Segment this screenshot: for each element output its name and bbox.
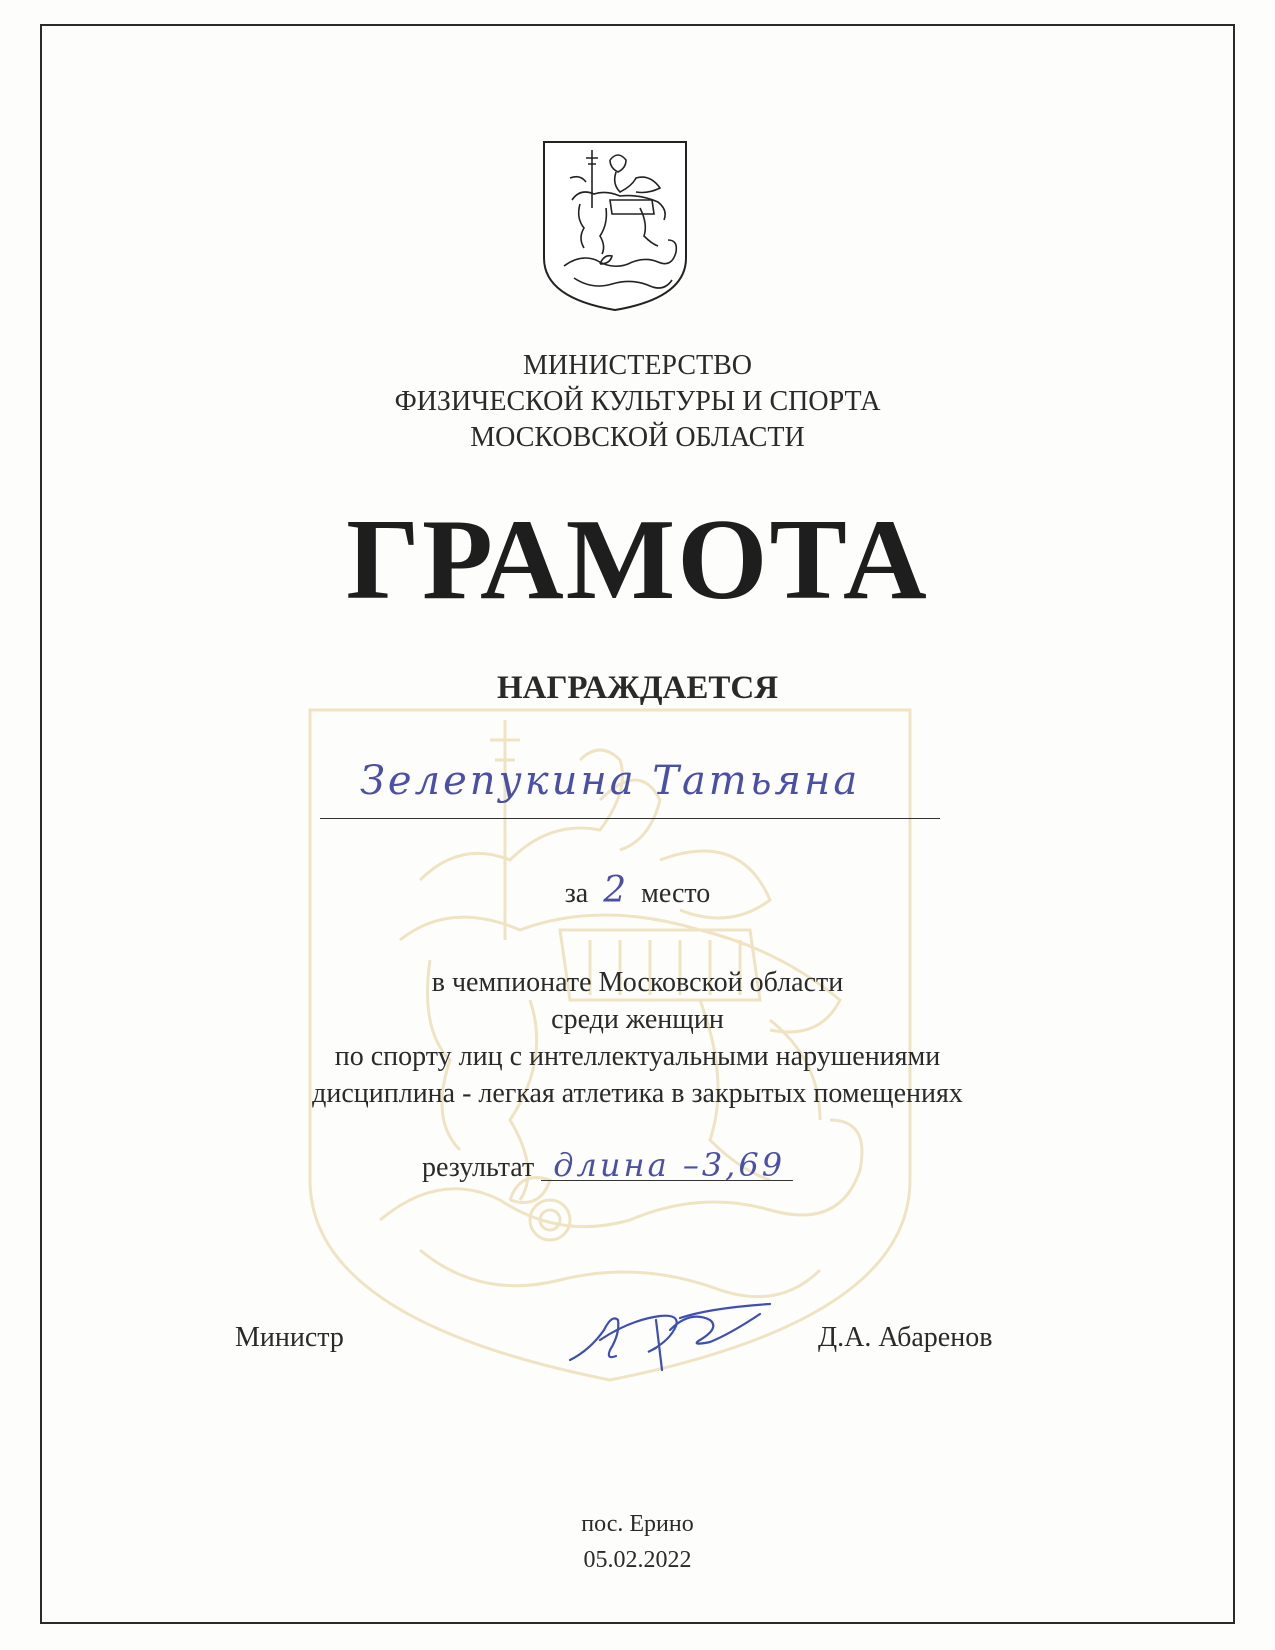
ministry-line: ФИЗИЧЕСКОЙ КУЛЬТУРЫ И СПОРТА bbox=[394, 386, 881, 417]
place-value: 2 bbox=[603, 870, 627, 911]
place-prefix: за bbox=[564, 878, 589, 909]
ministry-header bbox=[0, 348, 1275, 456]
description-line: по спорту лиц с интеллектуальными нарушениями bbox=[334, 1041, 941, 1072]
description-line: дисциплина - легкая атлетика в закрытых помещениях bbox=[312, 1078, 963, 1109]
place-suffix: место bbox=[641, 878, 711, 909]
description-line: среди женщин bbox=[551, 1004, 724, 1035]
ministry-line: МИНИСТЕРСТВО bbox=[522, 350, 753, 381]
result-row bbox=[422, 1146, 793, 1186]
certificate-title: ГРАМОТА bbox=[346, 496, 929, 624]
issue-location: пос. Ерино bbox=[581, 1511, 694, 1537]
recipient-name: Зелепукина Татьяна bbox=[360, 758, 861, 804]
result-label: результат bbox=[422, 1152, 535, 1183]
signatory-title: Министр bbox=[235, 1322, 344, 1353]
signatory-name: Д.А. Абаренов bbox=[818, 1322, 993, 1353]
description-line: в чемпионате Московской области bbox=[431, 967, 844, 998]
place-row bbox=[0, 870, 1275, 912]
ministry-line: МОСКОВСКОЙ ОБЛАСТИ bbox=[470, 422, 805, 453]
result-value: длина –3,69 bbox=[541, 1150, 793, 1181]
issue-date: 05.02.2022 bbox=[583, 1547, 692, 1573]
handwritten-signature bbox=[560, 1290, 780, 1380]
recipient-underline bbox=[320, 818, 940, 819]
moscow-oblast-coat-of-arms-icon bbox=[540, 138, 690, 313]
competition-description bbox=[0, 964, 1275, 1112]
awarded-label: НАГРАЖДАЕТСЯ bbox=[496, 670, 779, 706]
